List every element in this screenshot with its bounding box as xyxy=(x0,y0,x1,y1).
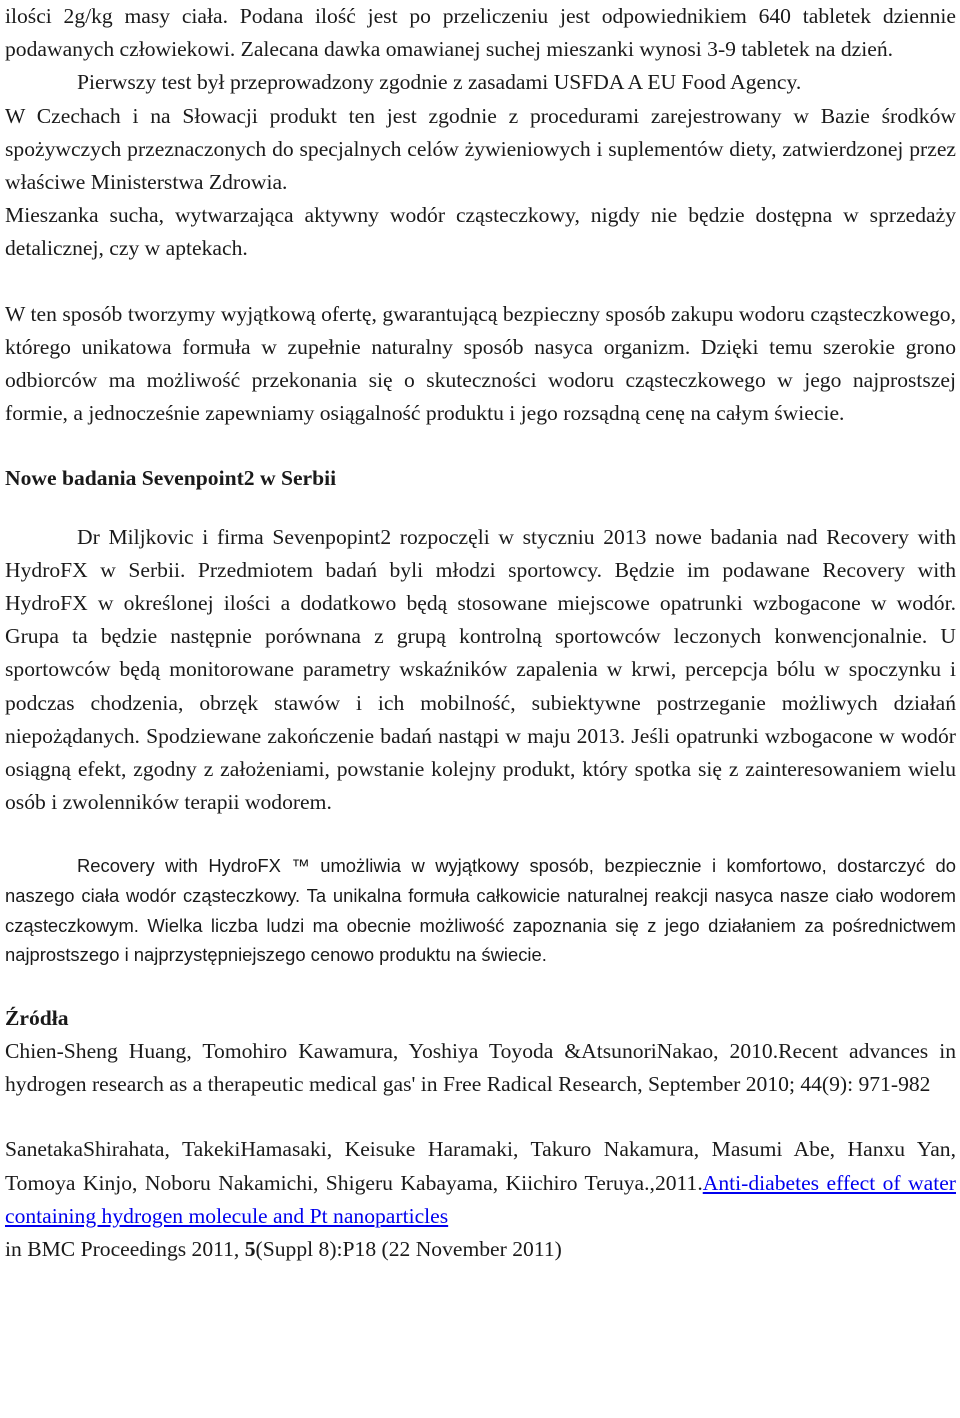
reference-2-link[interactable]: Anti-diabetes effect of water containing hydrogen molecule and Pt nanoparticles xyxy=(5,1170,956,1228)
dosage-paragraph: ilości 2g/kg masy ciała. Podana ilość jest po przeliczeniu jest odpowiednikiem 640 tabletek dziennie podawanych człowiekowi. Zalecana dawka omawianej suchej mieszanki wynosi 3-9 tabletek na dzień. xyxy=(5,4,956,62)
serbia-section xyxy=(5,462,956,819)
journal-volume: 5 xyxy=(244,1237,256,1262)
reference-2-authors: SanetakaShirahata, TakekiHamasaki, Keisuke Haramaki, Takuro Nakamura, Masumi Abe, Hanxu Yan, Tomoya Kinjo, Noboru Nakamichi, Shigeru Kabayama, Kiichiro Teruya.,2011. xyxy=(5,1137,956,1195)
serbia-heading: Nowe badania Sevenpoint2 w Serbii xyxy=(5,466,337,491)
sources-heading: Źródła xyxy=(5,1005,69,1030)
reference-2-journal xyxy=(5,1233,956,1266)
retail-paragraph: Mieszanka sucha, wytwarzająca aktywny wodór cząsteczkowy, nigdy nie będzie dostępna w sprzedaży detalicznej, czy w aptekach. xyxy=(5,203,956,261)
reference-2 xyxy=(5,1133,956,1233)
offer-section xyxy=(5,298,956,431)
registration-paragraph: W Czechach i na Słowacji produkt ten jest zgodnie z procedurami zarejestrowany w Bazie środków spożywczych przeznaczonych do specjalnych celów żywieniowych i suplementów diety, zatwierdzonej przez właściwe Ministerstwa Zdrowia. xyxy=(5,103,956,195)
reference-1: Chien-Sheng Huang, Tomohiro Kawamura, Yoshiya Toyoda &AtsunoriNakao, 2010.Recent advances in hydrogen research as a therapeutic medical gas' in Free Radical Research, September 2010; 44(9): 971-982 xyxy=(5,1039,956,1097)
offer-paragraph: W ten sposób tworzymy wyjątkową ofertę, gwarantującą bezpieczny sposób zakupu wodoru cząsteczkowego, którego unikatowa formuła w zupełnie naturalny sposób nasyca organizm. Dzięki temu szerokie grono odbiorców ma możliwość przekonania się o skuteczności wodoru cząsteczkowego w jego najprostszej formie, a jednocześnie zapewniamy osiągalność produktu i jego rozsądną cenę na całym świecie. xyxy=(5,301,956,426)
journal-prefix: in BMC Proceedings 2011, xyxy=(5,1237,245,1262)
sources-section xyxy=(5,1002,956,1266)
usfda-paragraph: Pierwszy test był przeprowadzony zgodnie z zasadami USFDA A EU Food Agency. xyxy=(77,70,802,95)
journal-suffix: (Suppl 8):P18 (22 November 2011) xyxy=(255,1237,562,1262)
serbia-paragraph: Dr Miljkovic i firma Sevenpopint2 rozpoczęli w styczniu 2013 nowe badania nad Recovery with HydroFX w Serbii. Przedmiotem badań byli młodzi sportowcy. Będzie im podawane Recovery with HydroFX w określonej ilości a dodatkowo będą stosowane miejscowe opatrunki wzbogacone w wodór. Grupa ta będzie następnie porównana z grupą kontrolną sportowców leczonych konwencjonalnie. U sportowców będą monitorowane parametry wskaźników zapalenia w krwi, percepcja bólu w spoczynku i podczas chodzenia, obrzęk stawów i ich mobilność, subiektywne postrzeganie możliwych działań niepożądanych. Spodziewane zakończenie badań nastąpi w maju 2013. Jeśli opatrunki wzbogacone w wodór osiągną efekt, zgodny z założeniami, powstanie kolejny produkt, który spotka się z zainteresowaniem wielu osób i zwolenników terapii wodorem. xyxy=(5,524,956,815)
intro-section xyxy=(5,0,956,266)
recovery-section xyxy=(5,851,956,969)
recovery-paragraph: Recovery with HydroFX ™ umożliwia w wyjątkowy sposób, bezpiecznie i komfortowo, dostarczyć do naszego ciała wodór cząsteczkowy. Ta unikalna formuła całkowicie naturalnej reakcji nasyca nasze ciało wodorem cząsteczkowym. Wielka liczba ludzi ma obecnie możliwość zapoznania się z jego działaniem za pośrednictwem najprostszego i najprzystępniejszego cenowo produktu na świecie. xyxy=(5,855,956,966)
